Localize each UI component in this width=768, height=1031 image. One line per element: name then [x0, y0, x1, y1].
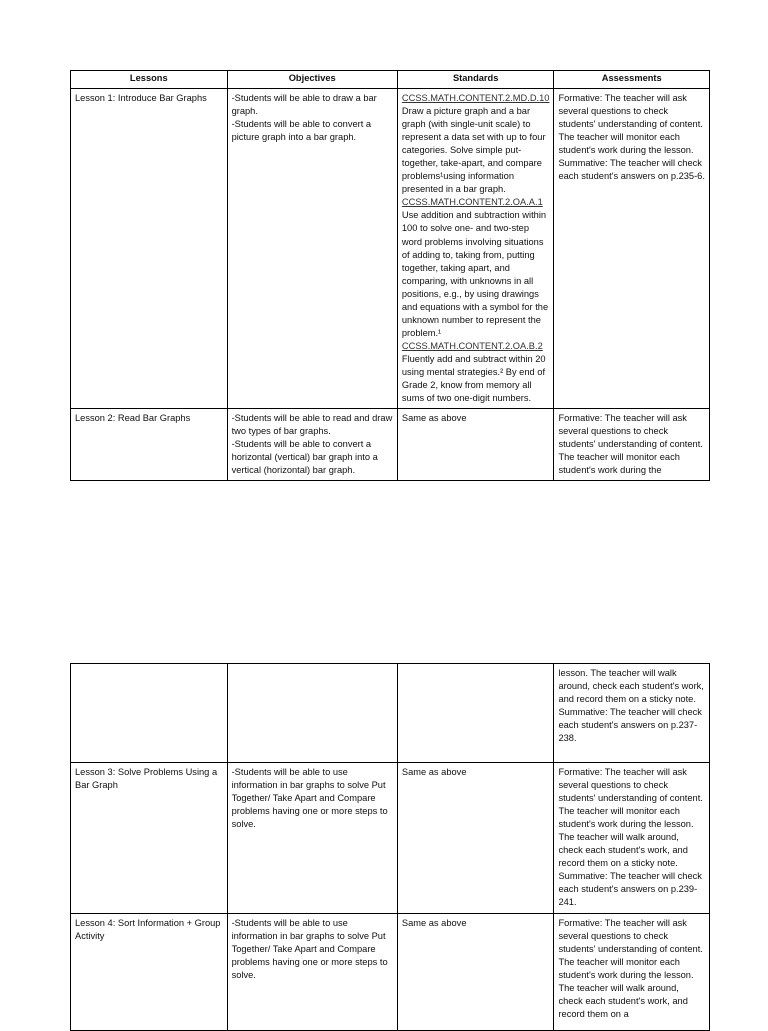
assessments-cell [554, 664, 710, 763]
standard-text: Draw a picture graph and a bar graph (with single-unit scale) to represent a data set with up to four categories. Solve simple put-together, take-apart, and compare problems¹using information presented in a bar graph. [401, 106, 549, 195]
assessment-summative: Summative: The teacher will check each student's answers on p.239-241. [558, 871, 705, 908]
standards-cell [397, 913, 554, 1030]
standard-link[interactable]: CCSS.MATH.CONTENT.2.OA.B.2 [401, 340, 543, 351]
header-lessons: Lessons [71, 71, 228, 89]
objectives-cell [227, 409, 397, 481]
objective-item: -Students will be able to convert a horizontal (vertical) bar graph into a vertical (horizontal) bar graph. [231, 439, 381, 476]
standards-cell [397, 409, 554, 481]
standard-link[interactable]: CCSS.MATH.CONTENT.2.OA.A.1 [401, 197, 543, 208]
lesson-cell [71, 913, 228, 1030]
standards-cell [397, 664, 554, 763]
lesson-plan-table-page2 [70, 663, 710, 1031]
assessment-formative: Formative: The teacher will ask several questions to check students' understanding of content. The teacher will monitor each student's work during the lesson. The teacher will walk around, check each student's work, and record them on a [558, 917, 706, 1019]
assessments-cell [554, 763, 710, 914]
assessments-cell [554, 89, 710, 409]
header-standards: Standards [397, 71, 554, 89]
lesson-plan-table-page1 [70, 70, 710, 481]
assessments-cell [554, 409, 710, 481]
table-row-lesson1 [71, 89, 710, 409]
standard-text: Same as above [401, 413, 467, 424]
lesson-title: Lesson 1: Introduce Bar Graphs [75, 93, 207, 103]
objective-item: -Students will be able to use information in bar graphs to solve Put Together/ Take Apart and Compare problems having one or more steps to solve. [231, 917, 388, 980]
standard-link[interactable]: CCSS.MATH.CONTENT.2.MD.D.10 [401, 93, 550, 103]
lesson-title: Lesson 3: Solve Problems Using a Bar Graph [75, 767, 218, 791]
objective-item: -Students will be able to use information in bar graphs to solve Put Together/ Take Apart and Compare problems having one or more steps to solve. [231, 767, 388, 830]
objectives-cell [227, 89, 397, 409]
assessment-formative: Formative: The teacher will ask several questions to check students' understanding of content. The teacher will monitor each student's work during the lesson. [558, 93, 706, 156]
standard-text: Fluently add and subtract within 20 using mental strategies.² By end of Grade 2, know from memory all sums of two one-digit numbers. [401, 353, 549, 404]
objective-item: -Students will be able to draw a bar graph. [231, 93, 380, 117]
lesson-cell [71, 664, 228, 763]
assessments-cell [554, 913, 710, 1030]
assessment-summative: Summative: The teacher will check each student's answers on p.237-238. [558, 707, 705, 744]
lesson-cell [71, 409, 228, 481]
lesson-title: Lesson 2: Read Bar Graphs [75, 413, 191, 424]
header-assessments: Assessments [554, 71, 710, 89]
assessment-summative: Summative: The teacher will check each student's answers on p.235-6. [558, 158, 705, 182]
assessment-formative: Formative: The teacher will ask several questions to check students' understanding of content. The teacher will monitor each student's work during the lesson. The teacher will walk around, check each student's work, and record them on a sticky note. [558, 767, 706, 869]
lesson-cell [71, 89, 228, 409]
lesson-title: Lesson 4: Sort Information + Group Activity [75, 917, 221, 941]
standard-text: Use addition and subtraction within 100 to solve one- and two-step word problems involving situations of adding to, taking from, putting together, taking apart, and comparing, with unknowns in all positions, e.g., by using drawings and equations with a symbol for the unknown number to represent the problem.¹ [401, 210, 551, 338]
standard-text: Same as above [401, 917, 467, 928]
table-row-lesson4 [71, 913, 710, 1030]
table-row-lesson3 [71, 763, 710, 914]
objectives-cell [227, 763, 397, 914]
header-objectives: Objectives [227, 71, 397, 89]
objective-item: -Students will be able to read and draw two types of bar graphs. [231, 413, 395, 437]
standards-cell [397, 89, 554, 409]
standards-cell [397, 763, 554, 914]
lesson-cell [71, 763, 228, 914]
table-row-lesson2 [71, 409, 710, 481]
assessment-formative: Formative: The teacher will ask several questions to check students' understanding of content. The teacher will monitor each student's work during the [558, 413, 706, 476]
objectives-cell [227, 913, 397, 1030]
header-row [71, 71, 710, 89]
table-row-lesson2-continued [71, 664, 710, 763]
objectives-cell [227, 664, 397, 763]
assessment-formative-continued: lesson. The teacher will walk around, check each student's work, and record them on a sticky note. [558, 668, 707, 705]
standard-text: Same as above [401, 767, 467, 777]
objective-item: -Students will be able to convert a picture graph into a bar graph. [231, 119, 374, 143]
